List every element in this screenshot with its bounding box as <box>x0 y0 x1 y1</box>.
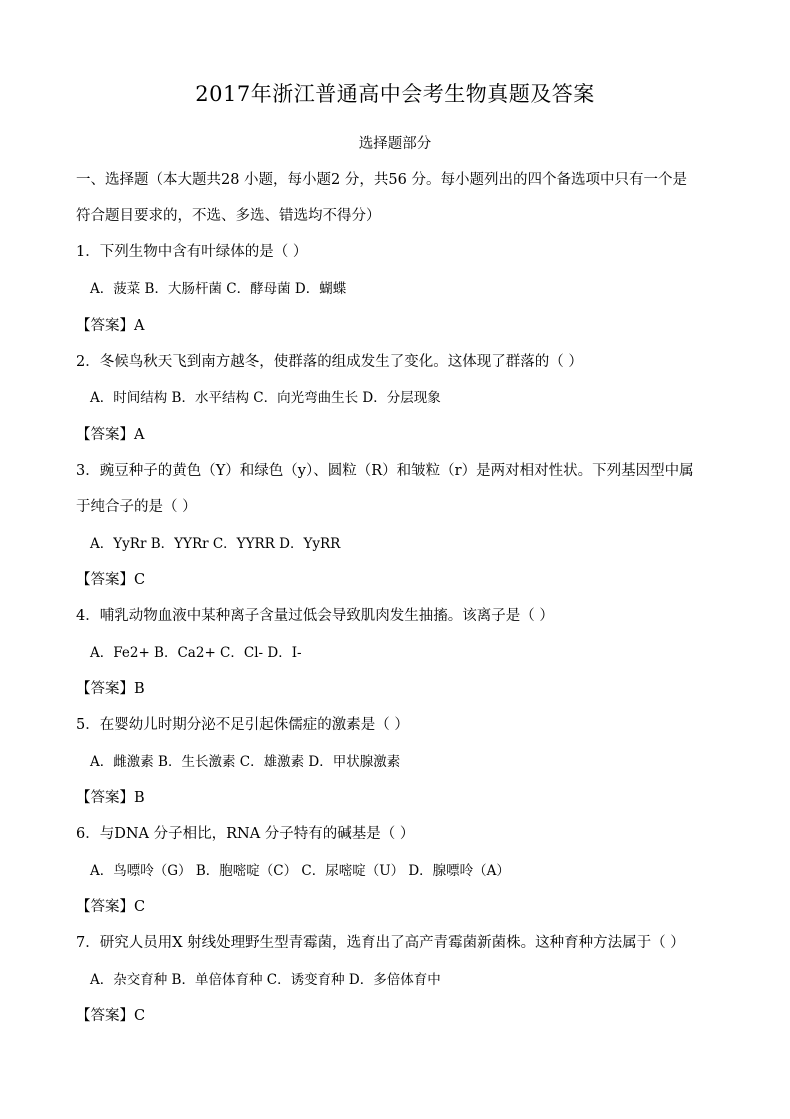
question-6-options: A．鸟嘌呤（G） B．胞嘧啶（C） C．尿嘧啶（U） D．腺嘌呤（A） <box>90 863 510 879</box>
question-5-options: A．雌激素 B．生长激素 C．雄激素 D．甲状腺激素 <box>90 754 401 770</box>
question-3-answer: 【答案】C <box>76 572 146 588</box>
section-title: 选择题部分 <box>358 136 432 152</box>
question-7-options: A．杂交育种 B．单倍体育种 C．诱变育种 D．多倍体育中 <box>90 972 441 988</box>
question-1-answer: 【答案】A <box>76 318 145 334</box>
question-5-stem: 5．在婴幼儿时期分泌不足引起侏儒症的激素是（ ） <box>76 717 409 733</box>
document-title: 2017年浙江普通高中会考生物真题及答案 <box>195 82 595 106</box>
question-3-stem-line-2: 于纯合子的是（ ） <box>76 499 197 515</box>
question-6-stem: 6．与DNA 分子相比，RNA 分子特有的碱基是（ ） <box>76 826 415 842</box>
question-7-stem: 7．研究人员用X 射线处理野生型青霉菌，选育出了高产青霉菌新菌株。这种育种方法属于（ ） <box>76 935 685 951</box>
question-3-options: A．YyRr B．YYRr C．YYRR D．YyRR <box>90 536 341 552</box>
question-4-options: A．Fe2+ B．Ca2+ C．Cl- D．I- <box>90 645 302 661</box>
question-2-options: A．时间结构 B．水平结构 C．向光弯曲生长 D．分层现象 <box>90 390 441 406</box>
instructions-line-1: 一、选择题（本大题共28 小题，每小题2 分，共56 分。每小题列出的四个备选项中只有一个是 <box>76 172 687 188</box>
question-2-stem: 2．冬候鸟秋天飞到南方越冬，使群落的组成发生了变化。这体现了群落的（ ） <box>76 354 583 370</box>
question-4-stem: 4．哺乳动物血液中某种离子含量过低会导致肌肉发生抽搐。该离子是（ ） <box>76 608 554 624</box>
question-4-answer: 【答案】B <box>76 681 145 697</box>
question-3-stem-line-1: 3．豌豆种子的黄色（Y）和绿色（y）、圆粒（R）和皱粒（r）是两对相对性状。下列基因型中属 <box>76 463 694 479</box>
question-1-options: A．菠菜 B．大肠杆菌 C．酵母菌 D．蝴蝶 <box>90 281 347 297</box>
question-2-answer: 【答案】A <box>76 427 145 443</box>
instructions-line-2: 符合题目要求的，不选、多选、错选均不得分） <box>76 208 381 224</box>
question-7-answer: 【答案】C <box>76 1008 146 1024</box>
question-1-stem: 1．下列生物中含有叶绿体的是（ ） <box>76 244 308 260</box>
question-6-answer: 【答案】C <box>76 899 146 915</box>
question-5-answer: 【答案】B <box>76 790 145 806</box>
